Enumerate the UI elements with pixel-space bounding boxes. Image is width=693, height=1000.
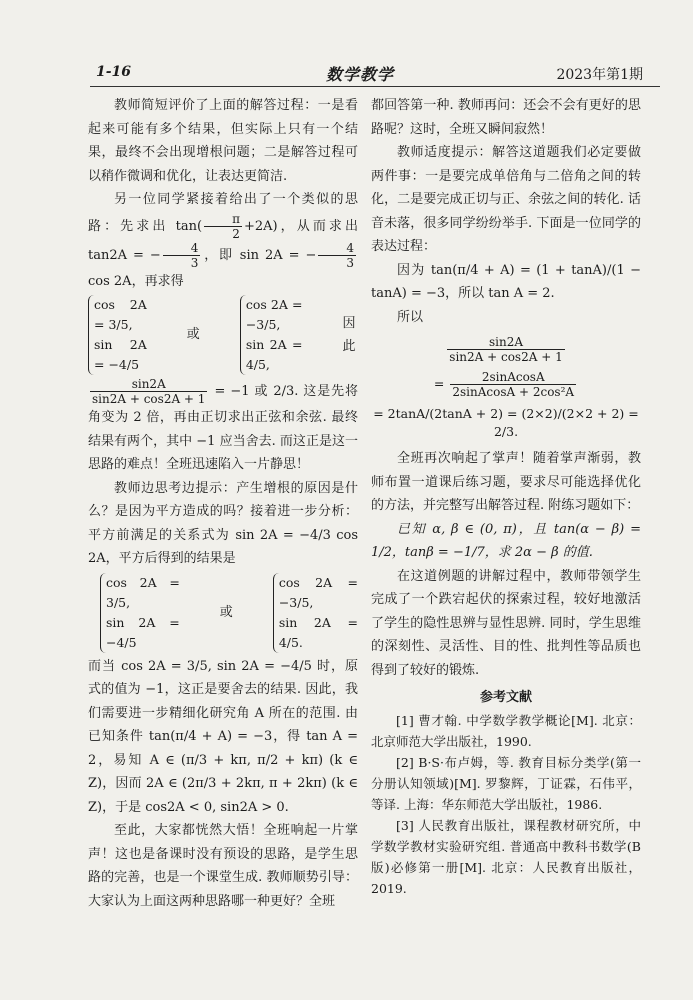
frac-num: 2sinAcosA [450, 370, 576, 385]
frac-num: sin2A [90, 377, 207, 392]
equation-system-1 [88, 295, 358, 375]
left-paragraph-4: 教师边思考边提示：产生增根的原因是什么？是因为平方造成的吗？接着进一步分析：平方前满足的关系式为 sin 2A = −4/3 cos 2A，平方后得到的结果是 [88, 480, 358, 566]
sys1-line-a: cos 2A = 3/5, [94, 297, 147, 332]
eq1-fraction [447, 335, 564, 364]
header-rule [90, 86, 660, 87]
page-number: 1-16 [96, 64, 132, 80]
system-c [100, 573, 180, 653]
system-b [240, 295, 303, 375]
sys1-line-c: cos 2A = −3/5, [245, 297, 303, 332]
frac-num: 4 [163, 241, 201, 256]
exercise-text: 已知 α, β ∈ (0, π)，且 tan(α − β) = 1/2，tanβ = −1/7，求 2α − β 的值. [371, 521, 641, 560]
fraction-pi-over-2 [204, 212, 242, 241]
p2-text-b: +2A)，从而求出 tan2A = − [88, 218, 358, 263]
derivation-block [371, 335, 641, 441]
equation-system-2 [88, 573, 358, 653]
left-paragraph-5: 而当 cos 2A = 3/5, sin 2A = −4/5 时，原式的值为 −1，这正是要舍去的结果. 因此，我们需要进一步精细化研究角 A 所在的范围. 由已知条件 tan(π/4 + A) = −3，得 tan A = 2，易知 A ∈ (π/3 + kπ, π/2 + kπ) (k ∈ Z)，因而 2A ∈ (2π/3 + 2kπ, π + 2kπ) (k ∈ Z)，于是 cos2A < 0, sin2A > 0. [88, 658, 358, 815]
journal-title: 数学教学 [326, 65, 395, 84]
reference-2: [2] B·S·布卢姆，等. 教育目标分类学(第一分册认知领域)[M]. 罗黎辉，丁证霖，石伟平，等译. 上海：华东师范大学出版社，1986. [371, 754, 641, 812]
left-column [88, 94, 358, 913]
frac-den: sin2A + cos2A + 1 [92, 392, 206, 406]
eq2-fraction [450, 370, 576, 399]
frac-num: 4 [318, 241, 356, 256]
p2-text-d: cos 2A，再求得 [88, 273, 184, 289]
left-paragraph-1: 教师简短评价了上面的解答过程：一是看起来可能有多个结果，但实际上只有一个结果，最终不会出现增根问题；二是解答过程可以稍作微调和优化，让表达更简洁. [88, 98, 358, 184]
system-d [273, 573, 358, 653]
frac-num: sin2A [447, 335, 564, 350]
frac-den: 3 [190, 255, 199, 270]
issue-label: 2023年第1期 [556, 67, 643, 83]
left-paragraph-6: 至此，大家都恍然大悟！全班响起一片掌声！这也是备课时没有预设的思路，是学生思路的完善，也是一个课堂生成. 教师顺势引导：大家认为上面这两种思路哪一种更好？全班 [88, 823, 358, 909]
or-label: 或 [186, 327, 200, 343]
sys2-line-b: sin 2A = −4/5 [106, 614, 180, 650]
right-paragraph-2: 教师适度提示：解答这道题我们必定要做两件事：一是要完成单倍角与二倍角之间的转化，二是要完成正切与正、余弦之间的转化. 话音未落，很多同学纷纷举手. 下面是一位同学的表达过程： [371, 145, 641, 254]
sys2-line-c: cos 2A = −3/5, [278, 574, 358, 610]
derivation-line-2: = $\frac{\text{2sinAcosA}}{\text{2sinAcosA + 2cos²A}}$ [433, 370, 575, 399]
reference-3: [3] 人民教育出版社，课程教材研究所，中学数学教材实验研究组. 普通高中教科书数学(B版)必修第一册[M]. 北京：人民教育出版社，2019. [371, 817, 641, 896]
sys2-line-d: sin 2A = 4/5. [278, 614, 358, 650]
right-column [371, 94, 641, 899]
or-label-2: 或 [219, 604, 233, 620]
frac-den: 2 [232, 226, 240, 241]
right-paragraph-4: 全班再次响起了掌声！随着掌声渐弱，教师布置一道课后练习题，要求尽可能选择优化的方法，并完整写出解答过程. 附练习题如下： [371, 451, 641, 513]
frac-num: π [204, 212, 242, 227]
references-title: 参考文献 [479, 690, 532, 705]
right-paragraph-5: 在这道例题的讲解过程中，教师带领学生完成了一个跌宕起伏的探索过程，较好地激活了学生的隐性思辨与显性思辨. 同时，学生思维的深刻性、灵活性、目的性、批判性等品质也得到了较好的锻炼. [371, 568, 641, 678]
derivation-line-1 [371, 335, 641, 364]
therefore-label: 因此 [342, 315, 356, 354]
reference-1: [1] 曹才翰. 中学数学教学概论[M]. 北京：北京师范大学出版社，1990. [371, 712, 641, 749]
right-paragraph-1: 都回答第一种. 教师再问：还会不会有更好的思路呢？这时，全班又瞬间寂然！ [371, 98, 641, 137]
fraction-4-over-3-b [318, 241, 356, 270]
derivation-line-3: = 2tanA/(2tanA + 2) = (2×2)/(2×2 + 2) = 2/3. [373, 406, 639, 439]
system-a [88, 295, 147, 375]
right-paragraph-3: 因为 tan(π/4 + A) = (1 + tanA)/(1 − tanA) = −3，所以 tan A = 2. [371, 262, 641, 301]
frac-den: 3 [346, 255, 354, 270]
sys2-line-a: cos 2A = 3/5, [106, 574, 180, 610]
frac-den: sin2A + cos2A + 1 [449, 350, 563, 364]
so-label: 所以 [397, 309, 424, 325]
fraction-4-over-3 [163, 241, 201, 270]
frac-den: 2sinAcosA + 2cos²A [452, 385, 575, 399]
page-header [0, 60, 693, 86]
left-paragraph-2 [88, 188, 358, 293]
expression-fraction [90, 377, 207, 406]
sys1-line-d: sin 2A = 4/5, [245, 337, 303, 372]
p2-text-c: ，即 sin 2A = − [202, 247, 317, 263]
p2-text-a: 另一位同学紧接着给出了一个类似的思路：先求出 tan( [88, 192, 358, 234]
sys1-line-b: sin 2A = −4/5 [94, 337, 147, 372]
p3-rest: = −1 或 2/3. 这是先将角变为 2 倍，再由正切求出正弦和余弦. 最终结果有两个，其中 −1 应当舍去. 而这正是这一思路的难点！全班迅速陷入一片静思！ [88, 384, 358, 472]
left-paragraph-3 [88, 377, 358, 477]
